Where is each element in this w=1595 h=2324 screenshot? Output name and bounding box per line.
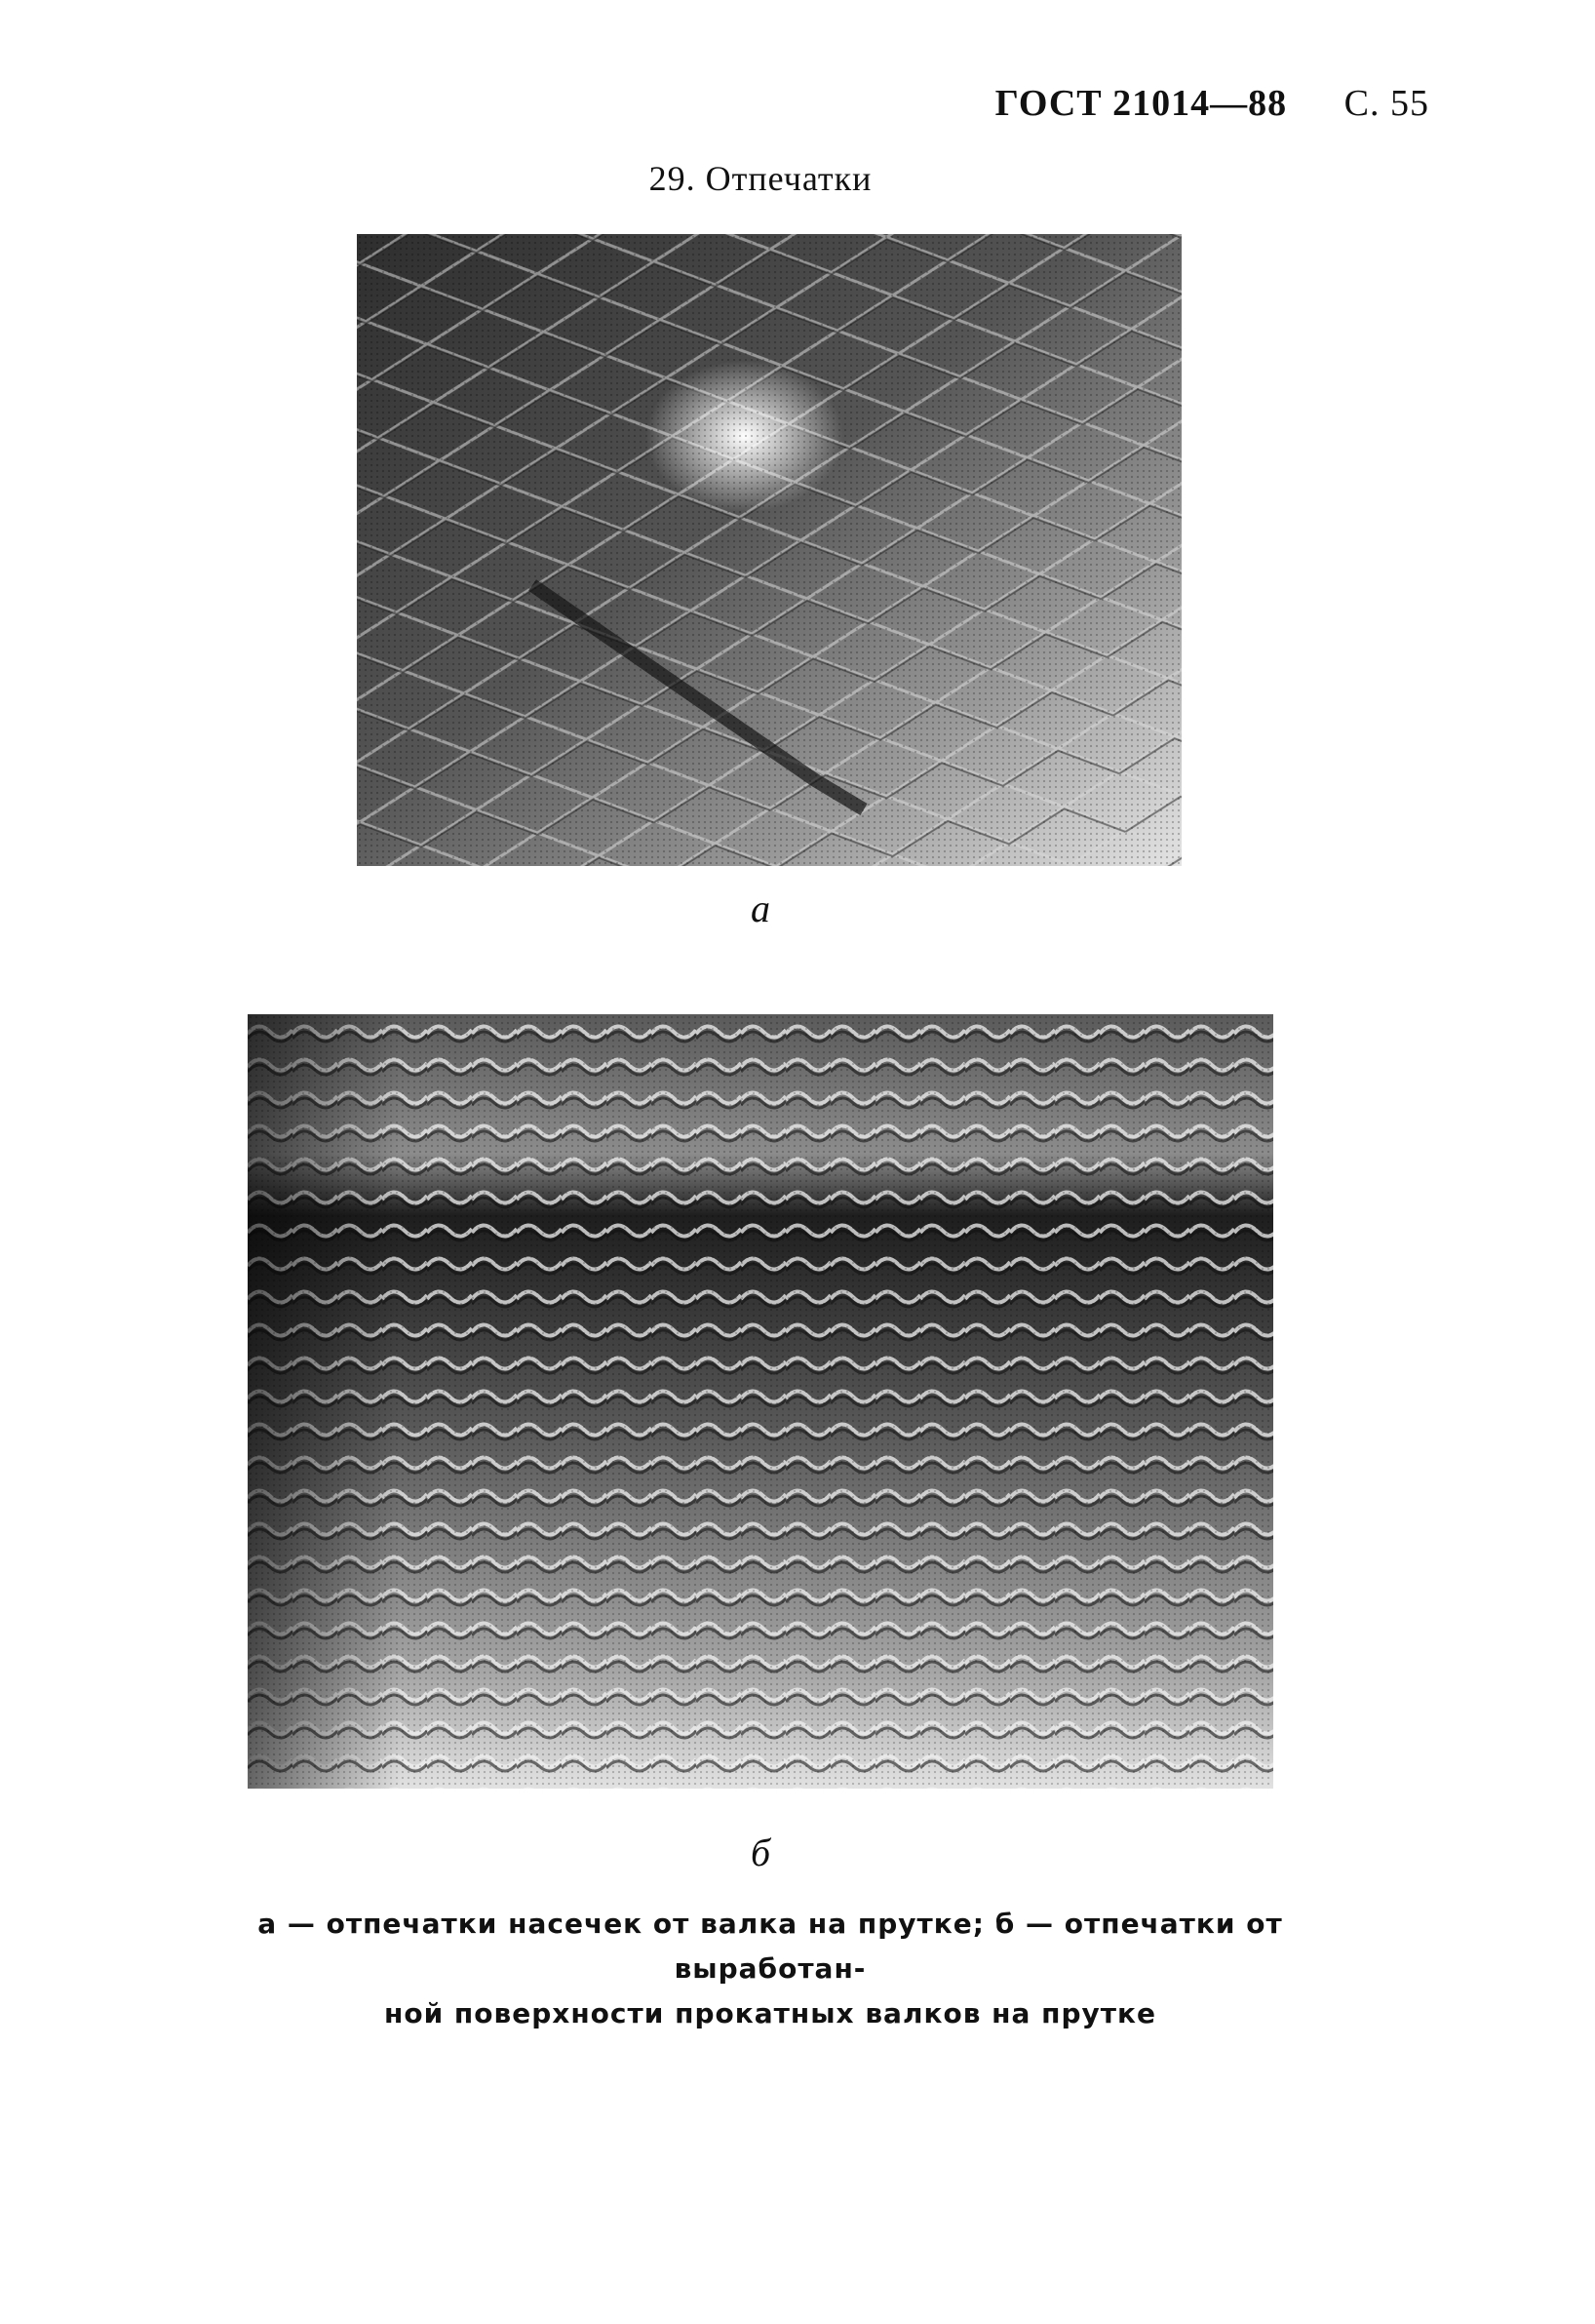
knurl-imprint-image [357, 234, 1182, 866]
photo-knurl-imprints [357, 234, 1182, 866]
page-number: С. 55 [1343, 83, 1429, 124]
caption-line-1: а — отпечатки насечек от валка на прутке; б — отпечатки от выработан- [257, 1908, 1283, 1985]
photo-worn-roll-imprints [248, 1014, 1273, 1789]
page-header [995, 82, 1429, 125]
figure-title: 29. Отпечатки [648, 159, 873, 198]
figure-caption [195, 1902, 1345, 2036]
caption-line-2: ной поверхности прокатных валков на прутке [383, 1997, 1157, 2029]
worn-roll-imprint-image [248, 1014, 1273, 1789]
document-id: ГОСТ 21014—88 [994, 83, 1288, 124]
panel-label-a: а [751, 886, 770, 930]
panel-label-b: б [750, 1831, 771, 1874]
